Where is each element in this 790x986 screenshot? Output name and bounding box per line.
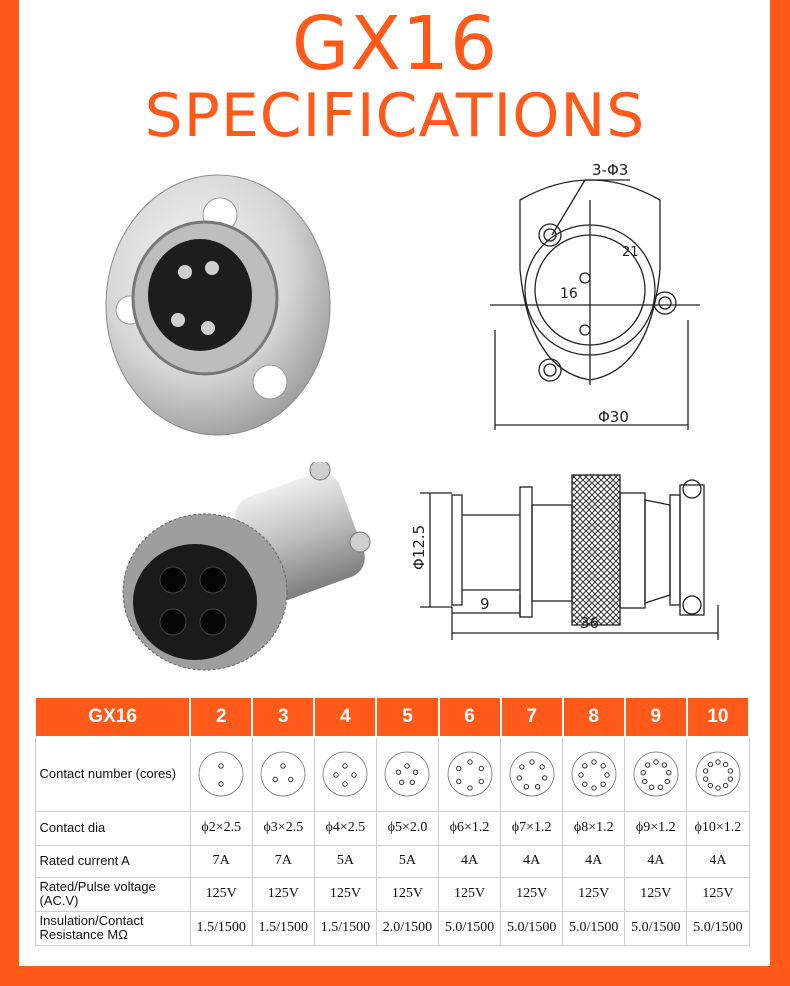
pin-dot: [405, 764, 409, 768]
pin-dot: [467, 760, 471, 764]
spec-table: [34, 696, 750, 946]
outer-dia-label: Φ30: [598, 408, 629, 426]
total-length-label: 36: [580, 614, 600, 632]
pin-dot: [542, 776, 546, 780]
pin-dot: [281, 764, 285, 768]
header-core: 4: [314, 697, 376, 737]
holes-label: 3-Φ3: [592, 161, 629, 179]
table-cell: 4A: [501, 845, 563, 877]
pin-dot: [289, 778, 293, 782]
pin-dot: [728, 777, 732, 781]
page-subtitle: SPECIFICATIONS: [144, 81, 646, 151]
side-view-drawing: [400, 465, 730, 645]
pin-dot: [582, 764, 586, 768]
table-row: [35, 911, 749, 945]
pin-dot: [343, 764, 347, 768]
pin-dot: [703, 769, 707, 773]
pin-layout-cell: [190, 737, 252, 811]
pin-dot: [601, 782, 605, 786]
pin-layout-icon: [631, 749, 681, 799]
table-row: [35, 845, 749, 877]
pin-dot: [219, 782, 223, 786]
pin-dot: [219, 764, 223, 768]
pin-layout-icon: [258, 749, 308, 799]
inner-dia-label: 16: [560, 286, 578, 302]
table-cell: 125V: [563, 877, 625, 911]
table-cell: 5.0/1500: [687, 911, 749, 945]
header-core: 7: [501, 697, 563, 737]
pin-dot: [708, 784, 712, 788]
table-cell: 5.0/1500: [439, 911, 501, 945]
pin-dot: [601, 764, 605, 768]
pin-layout-cell: [314, 737, 376, 811]
pin-layout-cell: [501, 737, 563, 811]
table-cell: ϕ6×1.2: [439, 811, 501, 845]
pin-dot: [716, 786, 720, 790]
table-cell: 1.5/1500: [252, 911, 314, 945]
dia-label: Φ12.5: [410, 524, 428, 570]
table-cell: ϕ3×2.5: [252, 811, 314, 845]
pin-dot: [654, 760, 658, 764]
pin-dot: [479, 767, 483, 771]
pcd-label: 21: [622, 245, 639, 260]
table-cell: 7A: [252, 845, 314, 877]
pin-dot: [642, 780, 646, 784]
header-row: [35, 697, 749, 737]
table-cell: 1.5/1500: [190, 911, 252, 945]
table-cell: 4A: [439, 845, 501, 877]
pin-dot: [456, 767, 460, 771]
pin-dot: [645, 763, 649, 767]
pin-dot: [411, 780, 415, 784]
row-label: Contact number (cores): [35, 737, 190, 811]
pin-dot: [641, 771, 645, 775]
pin-dot: [605, 773, 609, 777]
table-cell: ϕ9×1.2: [625, 811, 687, 845]
row-label: Insulation/Contact Resistance MΩ: [35, 911, 190, 945]
pin-dot: [723, 784, 727, 788]
table-cell: 4A: [687, 845, 749, 877]
table-cell: 5.0/1500: [501, 911, 563, 945]
pin-dot: [456, 780, 460, 784]
pin-layout-icon: [320, 749, 370, 799]
row-label: Rated/Pulse voltage (AC.V): [35, 877, 190, 911]
pin-dot: [703, 777, 707, 781]
pin-dot: [343, 782, 347, 786]
pin-dot: [592, 760, 596, 764]
pin-dot: [728, 769, 732, 773]
pin-dot: [716, 760, 720, 764]
table-cell: 125V: [501, 877, 563, 911]
pin-dot: [479, 780, 483, 784]
pin-dot: [524, 785, 528, 789]
pin-layout-icon: [445, 749, 495, 799]
table-cell: 4A: [625, 845, 687, 877]
pin-dot: [517, 776, 521, 780]
front-view-drawing: [480, 140, 710, 440]
pin-dot: [352, 773, 356, 777]
pin-dot: [414, 770, 418, 774]
table-cell: 5.0/1500: [563, 911, 625, 945]
pin-dot: [723, 763, 727, 767]
pin-dot: [467, 786, 471, 790]
table-cell: ϕ5×2.0: [376, 811, 438, 845]
table-cell: 5.0/1500: [625, 911, 687, 945]
table-cell: 125V: [687, 877, 749, 911]
table-row: [35, 737, 749, 811]
plug-photo: [115, 462, 385, 672]
header-core: 2: [190, 697, 252, 737]
pin-dot: [334, 773, 338, 777]
header-core: 5: [376, 697, 438, 737]
header-core: 9: [625, 697, 687, 737]
table-cell: 4A: [563, 845, 625, 877]
pin-dot: [662, 763, 666, 767]
pin-dot: [666, 771, 670, 775]
pin-dot: [582, 782, 586, 786]
pin-dot: [708, 763, 712, 767]
pin-layout-cell: [376, 737, 438, 811]
pin-dot: [397, 770, 401, 774]
table-cell: 125V: [314, 877, 376, 911]
table-cell: 1.5/1500: [314, 911, 376, 945]
pin-layout-cell: [625, 737, 687, 811]
table-cell: ϕ4×2.5: [314, 811, 376, 845]
pin-dot: [665, 780, 669, 784]
table-cell: 125V: [252, 877, 314, 911]
pin-dot: [535, 785, 539, 789]
table-cell: 5A: [376, 845, 438, 877]
pin-layout-cell: [252, 737, 314, 811]
table-cell: ϕ2×2.5: [190, 811, 252, 845]
pin-layout-icon: [196, 749, 246, 799]
row-label: Rated current A: [35, 845, 190, 877]
table-cell: 2.0/1500: [376, 911, 438, 945]
pin-layout-cell: [687, 737, 749, 811]
table-cell: 125V: [376, 877, 438, 911]
pin-layout-cell: [439, 737, 501, 811]
table-cell: ϕ10×1.2: [687, 811, 749, 845]
pin-dot: [592, 786, 596, 790]
flange-socket-photo: [100, 160, 340, 440]
table-row: [35, 877, 749, 911]
pin-layout-icon: [382, 749, 432, 799]
header-core: 3: [252, 697, 314, 737]
table-cell: 7A: [190, 845, 252, 877]
pin-layout-icon: [569, 749, 619, 799]
page-title: GX16: [291, 1, 499, 87]
header-core: 8: [563, 697, 625, 737]
pin-dot: [658, 785, 662, 789]
header-core: 10: [687, 697, 749, 737]
table-cell: 125V: [439, 877, 501, 911]
pin-dot: [519, 765, 523, 769]
header-corner: GX16: [35, 697, 190, 737]
table-cell: 125V: [190, 877, 252, 911]
pin-layout-icon: [693, 749, 743, 799]
pin-layout-icon: [507, 749, 557, 799]
pin-dot: [649, 785, 653, 789]
table-cell: 125V: [625, 877, 687, 911]
pin-dot: [579, 773, 583, 777]
pin-dot: [529, 760, 533, 764]
pin-dot: [400, 780, 404, 784]
table-cell: ϕ8×1.2: [563, 811, 625, 845]
header-core: 6: [439, 697, 501, 737]
pin-dot: [273, 778, 277, 782]
table-cell: ϕ7×1.2: [501, 811, 563, 845]
short-length-label: 9: [480, 595, 490, 613]
pin-layout-cell: [563, 737, 625, 811]
row-label: Contact dia: [35, 811, 190, 845]
table-row: [35, 811, 749, 845]
table-cell: 5A: [314, 845, 376, 877]
pin-dot: [540, 765, 544, 769]
